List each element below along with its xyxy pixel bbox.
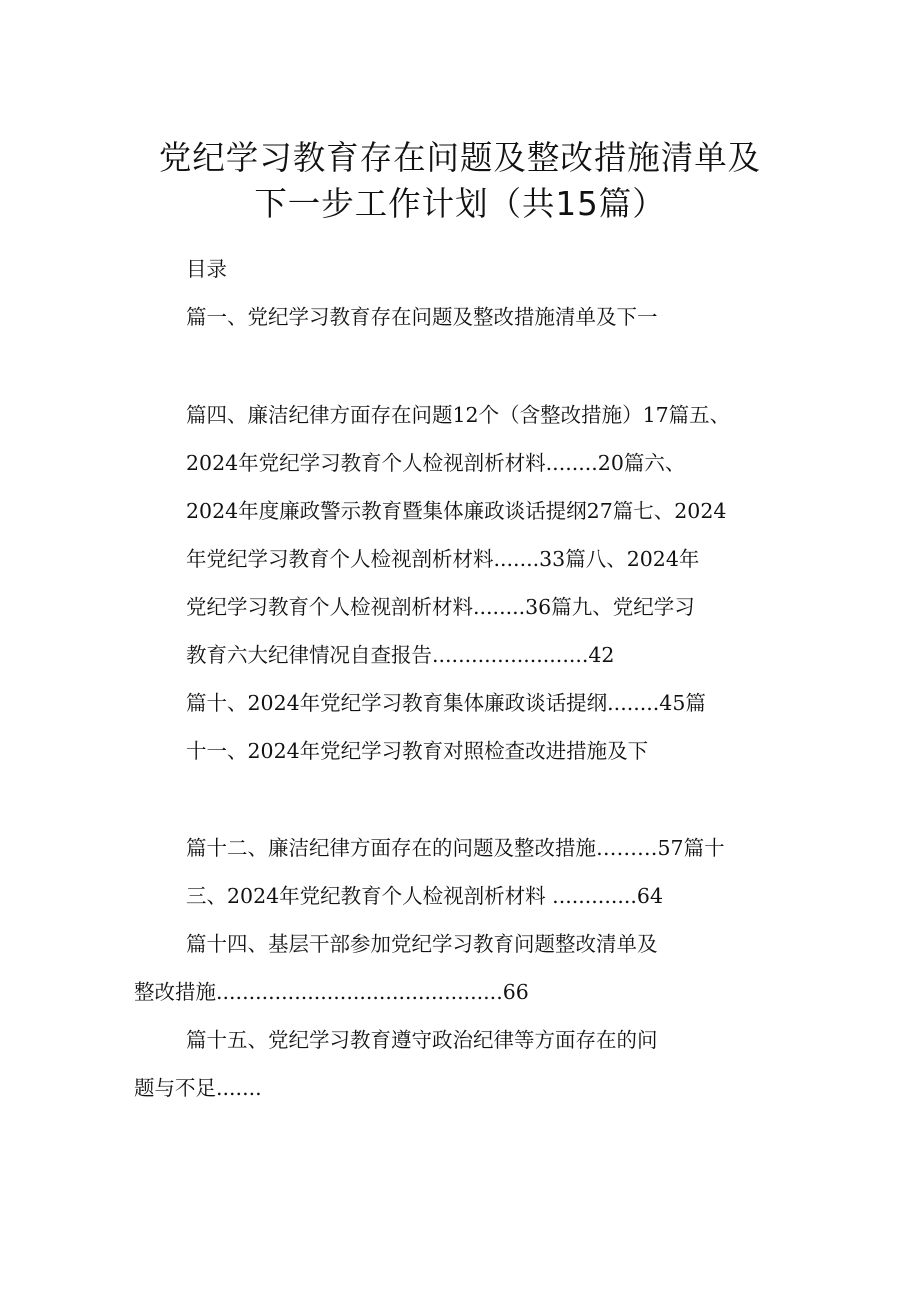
toc-line: 三、2024年党纪教育个人检视剖析材料 .............64	[186, 884, 663, 908]
toc-line: 篇十二、廉洁纪律方面存在的问题及整改措施………57篇十	[186, 836, 725, 860]
toc-line: 十一、2024年党纪学习教育对照检查改进措施及下	[186, 739, 649, 763]
toc-line: 篇四、廉洁纪律方面存在问题12个（含整改措施）17篇五、	[186, 403, 731, 427]
toc-line: 教育六大纪律情况自查报告........................42	[186, 643, 615, 667]
document-title-line-1: 党纪学习教育存在问题及整改措施清单及	[158, 138, 762, 177]
toc-line: 2024年党纪学习教育个人检视剖析材料........20篇六、	[186, 451, 686, 475]
toc-line: 篇十四、基层干部参加党纪学习教育问题整改清单及	[186, 932, 658, 956]
toc-heading: 目录	[186, 257, 227, 281]
toc-line: 篇一、党纪学习教育存在问题及整改措施清单及下一	[186, 305, 658, 329]
toc-line: 2024年度廉政警示教育暨集体廉政谈话提纲27篇七、2024	[186, 499, 727, 523]
toc-line: 篇十、2024年党纪学习教育集体廉政谈话提纲........45篇	[186, 691, 706, 715]
toc-line: 整改措施............................................66	[134, 980, 529, 1004]
document-title-line-2: 下一步工作计划（共15篇）	[254, 184, 666, 223]
toc-line: 题与不足.......	[134, 1076, 262, 1100]
toc-line: 党纪学习教育个人检视剖析材料........36篇九、党纪学习	[186, 595, 695, 619]
toc-line: 篇十五、党纪学习教育遵守政治纪律等方面存在的问	[186, 1028, 658, 1052]
toc-line: 年党纪学习教育个人检视剖析材料.......33篇八、2024年	[186, 547, 700, 571]
